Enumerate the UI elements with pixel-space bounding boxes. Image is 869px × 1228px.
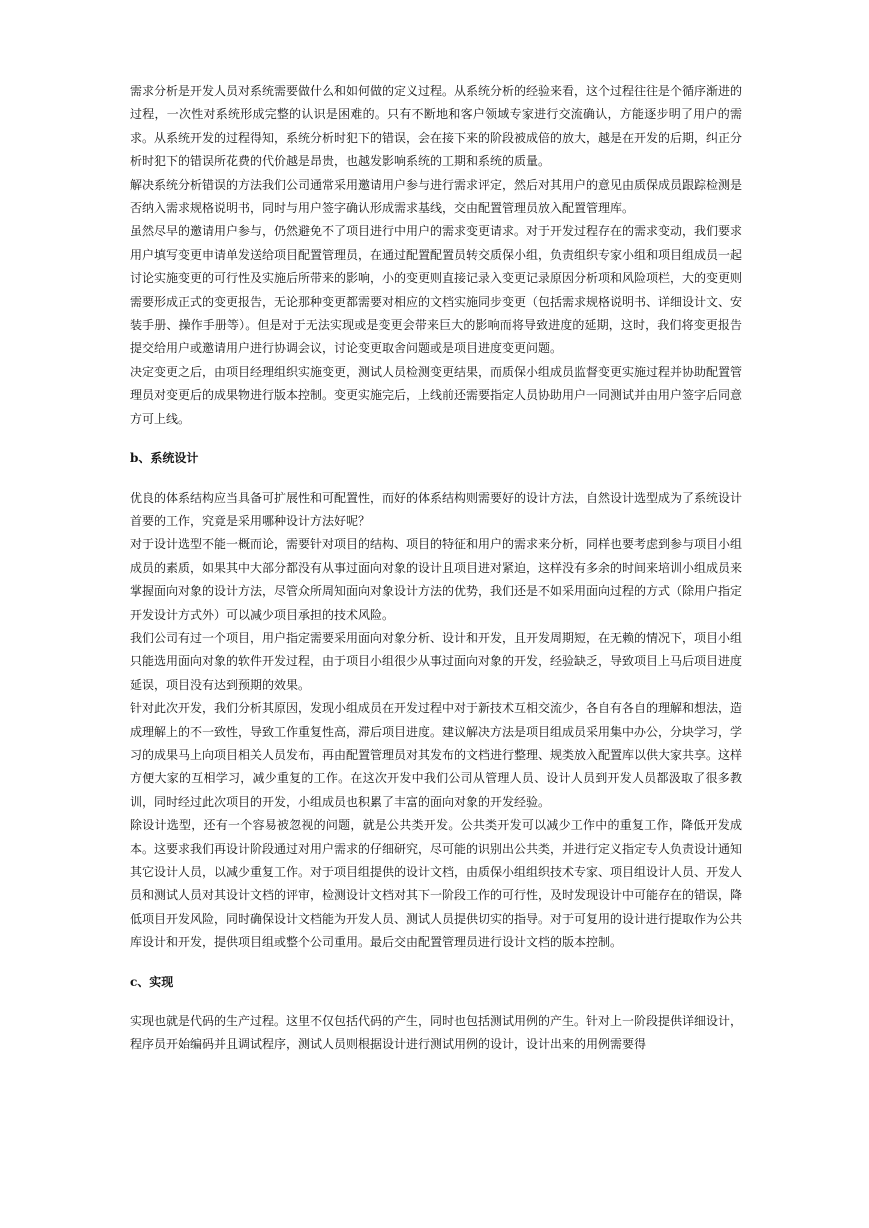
paragraph: 对于设计选型不能一概而论，需要针对项目的结构、项目的特征和用户的需求来分析，同样也要考虑到参与项目小组成员的素质，如果其中大部分都没有从事过面向对象的设计且项目进对紧迫，这样没有多余的时间来培训小组成员来掌握面向对象的设计方法，尽管众所周知面向对象设计方法的优势，我们还是不如采用面向过程的方式（除用户指定开发设计方式外）可以减少项目承担的技术风险。 — [130, 537, 743, 622]
section-requirements — [130, 80, 742, 431]
section-heading: c、实现 — [130, 974, 174, 989]
paragraph: 虽然尽早的邀请用户参与，仍然避免不了项目进行中用户的需求变更请求。对于开发过程存在的需求变动，我们要求用户填写变更申请单发送给项目配置管理员，在通过配置配置员转交质保小组，负责组织专家小组和项目组成员一起讨论实施变更的可行性及实施后所带来的影响，小的变更则直接记录入变更记录原因分析项和风险项栏，大的变更则需要形成正式的变更报告，无论那种变更都需要对相应的文档实施同步变更（包括需求规格说明书、详细设计文、安装手册、操作手册等）。但是对于无法实现或是变更会带来巨大的影响而将导致进度的延期，这时，我们将变更报告提交给用户或邀请用户进行协调会议，讨论变更取舍问题或是项目进度变更问题。 — [130, 224, 743, 356]
paragraph: 解决系统分析错误的方法我们公司通常采用邀请用户参与进行需求评定，然后对其用户的意见由质保成员跟踪检测是否纳入需求规格说明书，同时与用户签字确认形成需求基线，交由配置管理员放入配置管理库。 — [130, 177, 743, 216]
document-page — [130, 80, 742, 1057]
paragraph: 我们公司有过一个项目，用户指定需要采用面向对象分析、设计和开发，且开发周期短，在无赖的情况下，项目小组只能选用面向对象的软件开发过程，由于项目小组很少从事过面向对象的开发，经验缺乏，导致项目上马后项目进度延误，项目没有达到预期的效果。 — [130, 630, 743, 692]
paragraph: 针对此次开发，我们分析其原因，发现小组成员在开发过程中对于新技术互相交流少，各自有各自的理解和想法，造成理解上的不一致性，导致工作重复性高，滞后项目进度。建议解决方法是项目组成员采用集中办公，分块学习，学习的成果马上向项目相关人员发布，再由配置管理员对其发布的文档进行整理、规类放入配置库以供大家共享。这样方便大家的互相学习，减少重复的工作。在这次开发中我们公司从管理人员、设计人员到开发人员都汲取了很多教训，同时经过此次项目的开发，小组成员也积累了丰富的面向对象的开发经验。 — [130, 701, 743, 809]
paragraph: 实现也就是代码的生产过程。这里不仅包括代码的产生，同时也包括测试用例的产生。针对上一阶段提供详细设计，程序员开始编码并且调试程序，测试人员则根据设计进行测试用例的设计，设计出来的用例需要得 — [130, 1014, 743, 1052]
paragraph: 除设计选型，还有一个容易被忽视的问题，就是公共类开发。公共类开发可以减少工作中的重复工作，降低开发成本。这要求我们再设计阶段通过对用户需求的仔细研究，尽可能的识别出公共类，并进行定义指定专人负责设计通知其它设计人员，以减少重复工作。对于项目组提供的设计文档，由质保小组组织技术专家、项目组设计人员、开发人员和测试人员对其设计文档的评审，检测设计文档对其下一阶段工作的可行性，及时发现设计中可能存在的错误，降低项目开发风险，同时确保设计文档能为开发人员、测试人员提供切实的指导。对于可复用的设计进行提取作为公共库设计和开发，提供项目组或整个公司重用。最后交由配置管理员进行设计文档的版本控制。 — [130, 818, 743, 950]
section-implementation — [130, 971, 742, 1057]
paragraph: 需求分析是开发人员对系统需要做什么和如何做的定义过程。从系统分析的经验来看，这个过程往往是个循序渐进的过程，一次性对系统形成完整的认识是困难的。只有不断地和客户领域专家进行交流确认，方能逐步明了用户的需求。从系统开发的过程得知，系统分析时犯下的错误，会在接下来的阶段被成倍的放大，越是在开发的后期，纠正分析时犯下的错误所花费的代价越是昂贵，也越发影响系统的工期和系统的质量。 — [130, 84, 743, 169]
section-heading: b、系统设计 — [130, 451, 199, 466]
section-design — [130, 447, 742, 955]
paragraph: 优良的体系结构应当具备可扩展性和可配置性，而好的体系结构则需要好的设计方法，自然设计选型成为了系统设计首要的工作，究竟是采用哪种设计方法好呢？ — [130, 490, 743, 528]
paragraph: 决定变更之后，由项目经理组织实施变更，测试人员检测变更结果，而质保小组成员监督变更实施过程并协助配置管理员对变更后的成果物进行版本控制。变更实施完后，上线前还需要指定人员协助用户一同测试并由用户签字后同意方可上线。 — [130, 364, 743, 426]
